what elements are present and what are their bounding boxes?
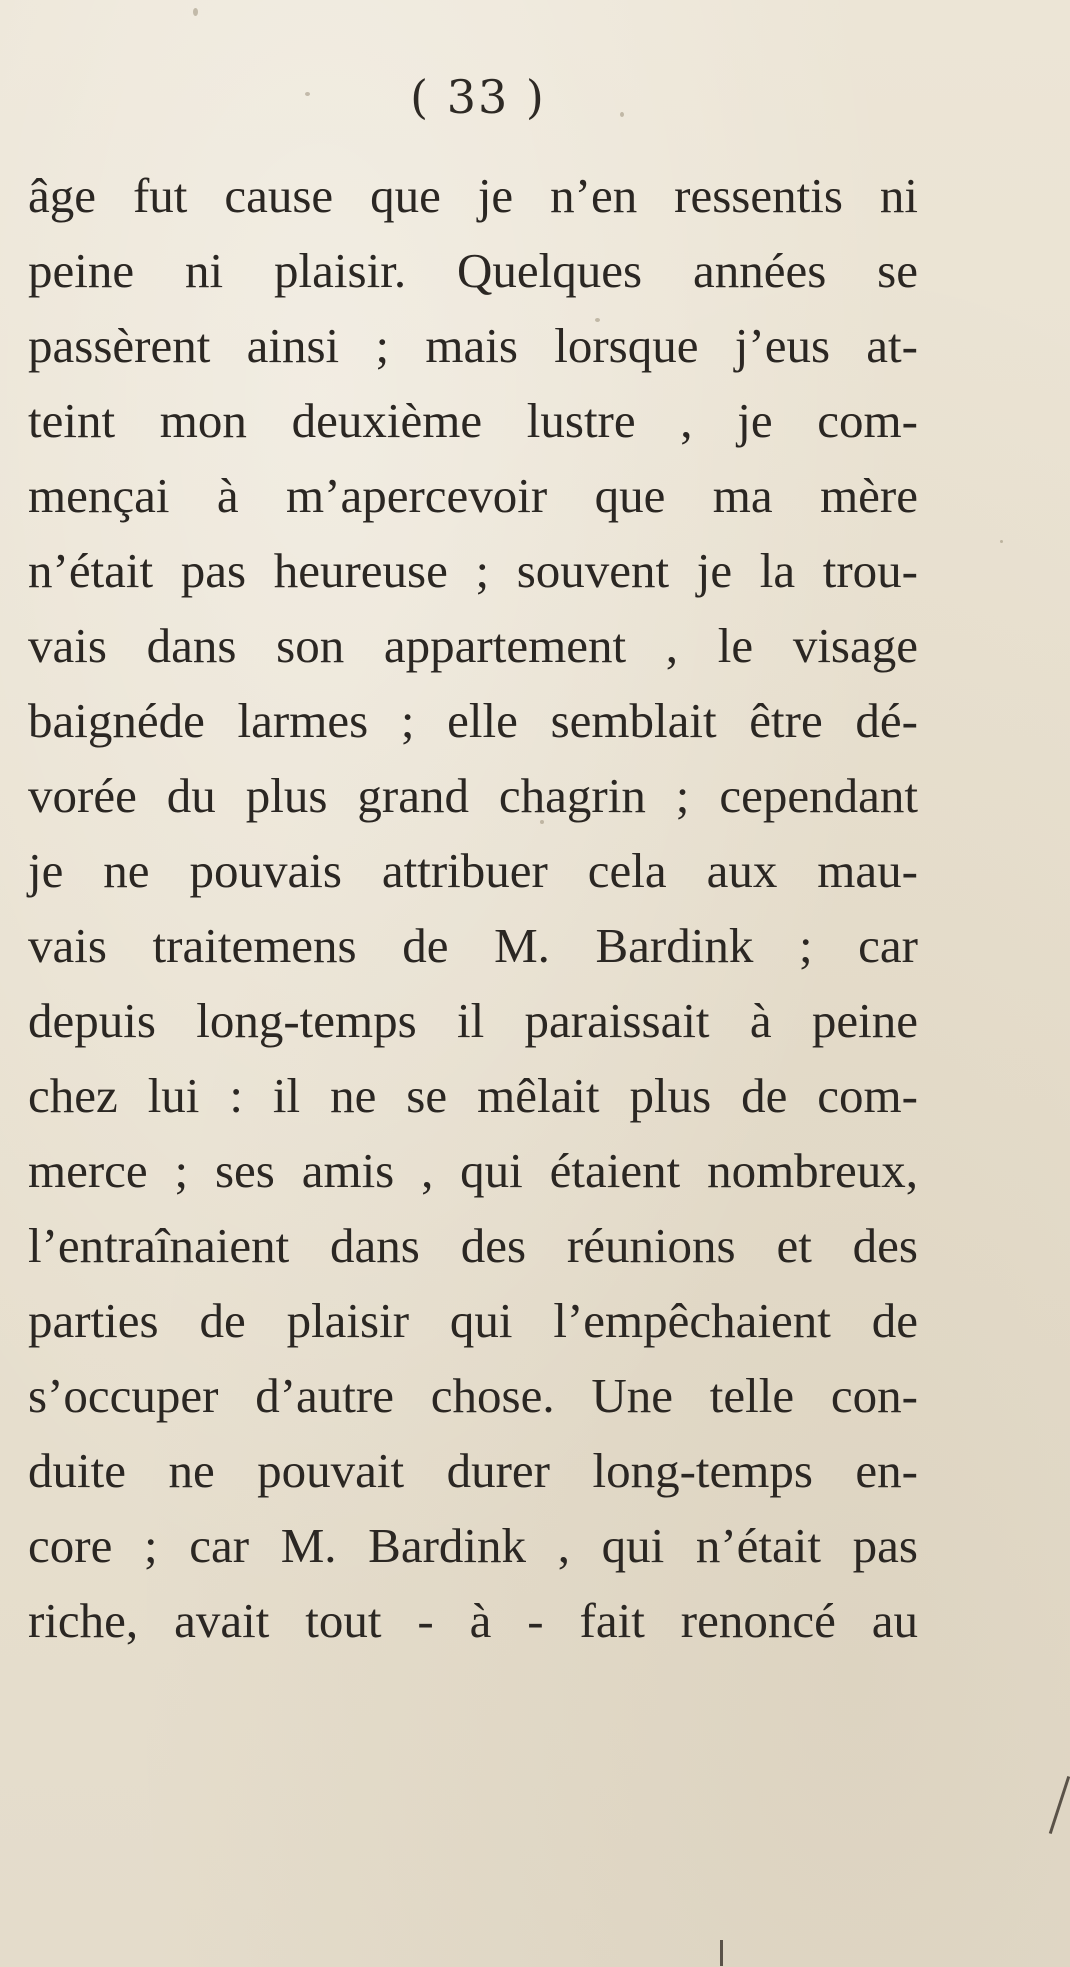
text-line: âge fut cause que je n’en ressentis ni <box>28 168 918 223</box>
text-line: s’occuper d’autre chose. Une telle con- <box>28 1368 918 1423</box>
text-line: peine ni plaisir. Quelques années se <box>28 243 918 298</box>
text-line: passèrent ainsi ; mais lorsque j’eus at- <box>28 318 918 373</box>
text-line: riche, avait tout - à - fait renoncé au <box>28 1593 918 1648</box>
text-line: l’entraînaient dans des réunions et des <box>28 1218 918 1273</box>
page-number: ( 33 ) <box>410 70 546 124</box>
paper-mark <box>1049 1776 1070 1834</box>
paper-speck <box>193 8 198 16</box>
text-line: core ; car M. Bardink , qui n’était pas <box>28 1518 918 1573</box>
text-line: teint mon deuxième lustre , je com- <box>28 393 918 448</box>
text-line: n’était pas heureuse ; souvent je la trou- <box>28 543 918 598</box>
text-line: parties de plaisir qui l’empêchaient de <box>28 1293 918 1348</box>
text-line: vais dans son appartement , le visage <box>28 618 918 673</box>
text-line: duite ne pouvait durer long-temps en- <box>28 1443 918 1498</box>
text-line: mençai à m’apercevoir que ma mère <box>28 468 918 523</box>
text-line: chez lui : il ne se mêlait plus de com- <box>28 1068 918 1123</box>
paper-speck <box>1000 540 1003 543</box>
text-line: merce ; ses amis , qui étaient nombreux, <box>28 1143 918 1198</box>
text-line: baignéde larmes ; elle semblait être dé- <box>28 693 918 748</box>
text-line: vorée du plus grand chagrin ; cependant <box>28 768 918 823</box>
paper-mark <box>720 1940 723 1966</box>
text-line: depuis long-temps il paraissait à peine <box>28 993 918 1048</box>
text-line: vais traitemens de M. Bardink ; car <box>28 918 918 973</box>
body-text <box>28 158 918 1658</box>
text-line: je ne pouvais attribuer cela aux mau- <box>28 843 918 898</box>
